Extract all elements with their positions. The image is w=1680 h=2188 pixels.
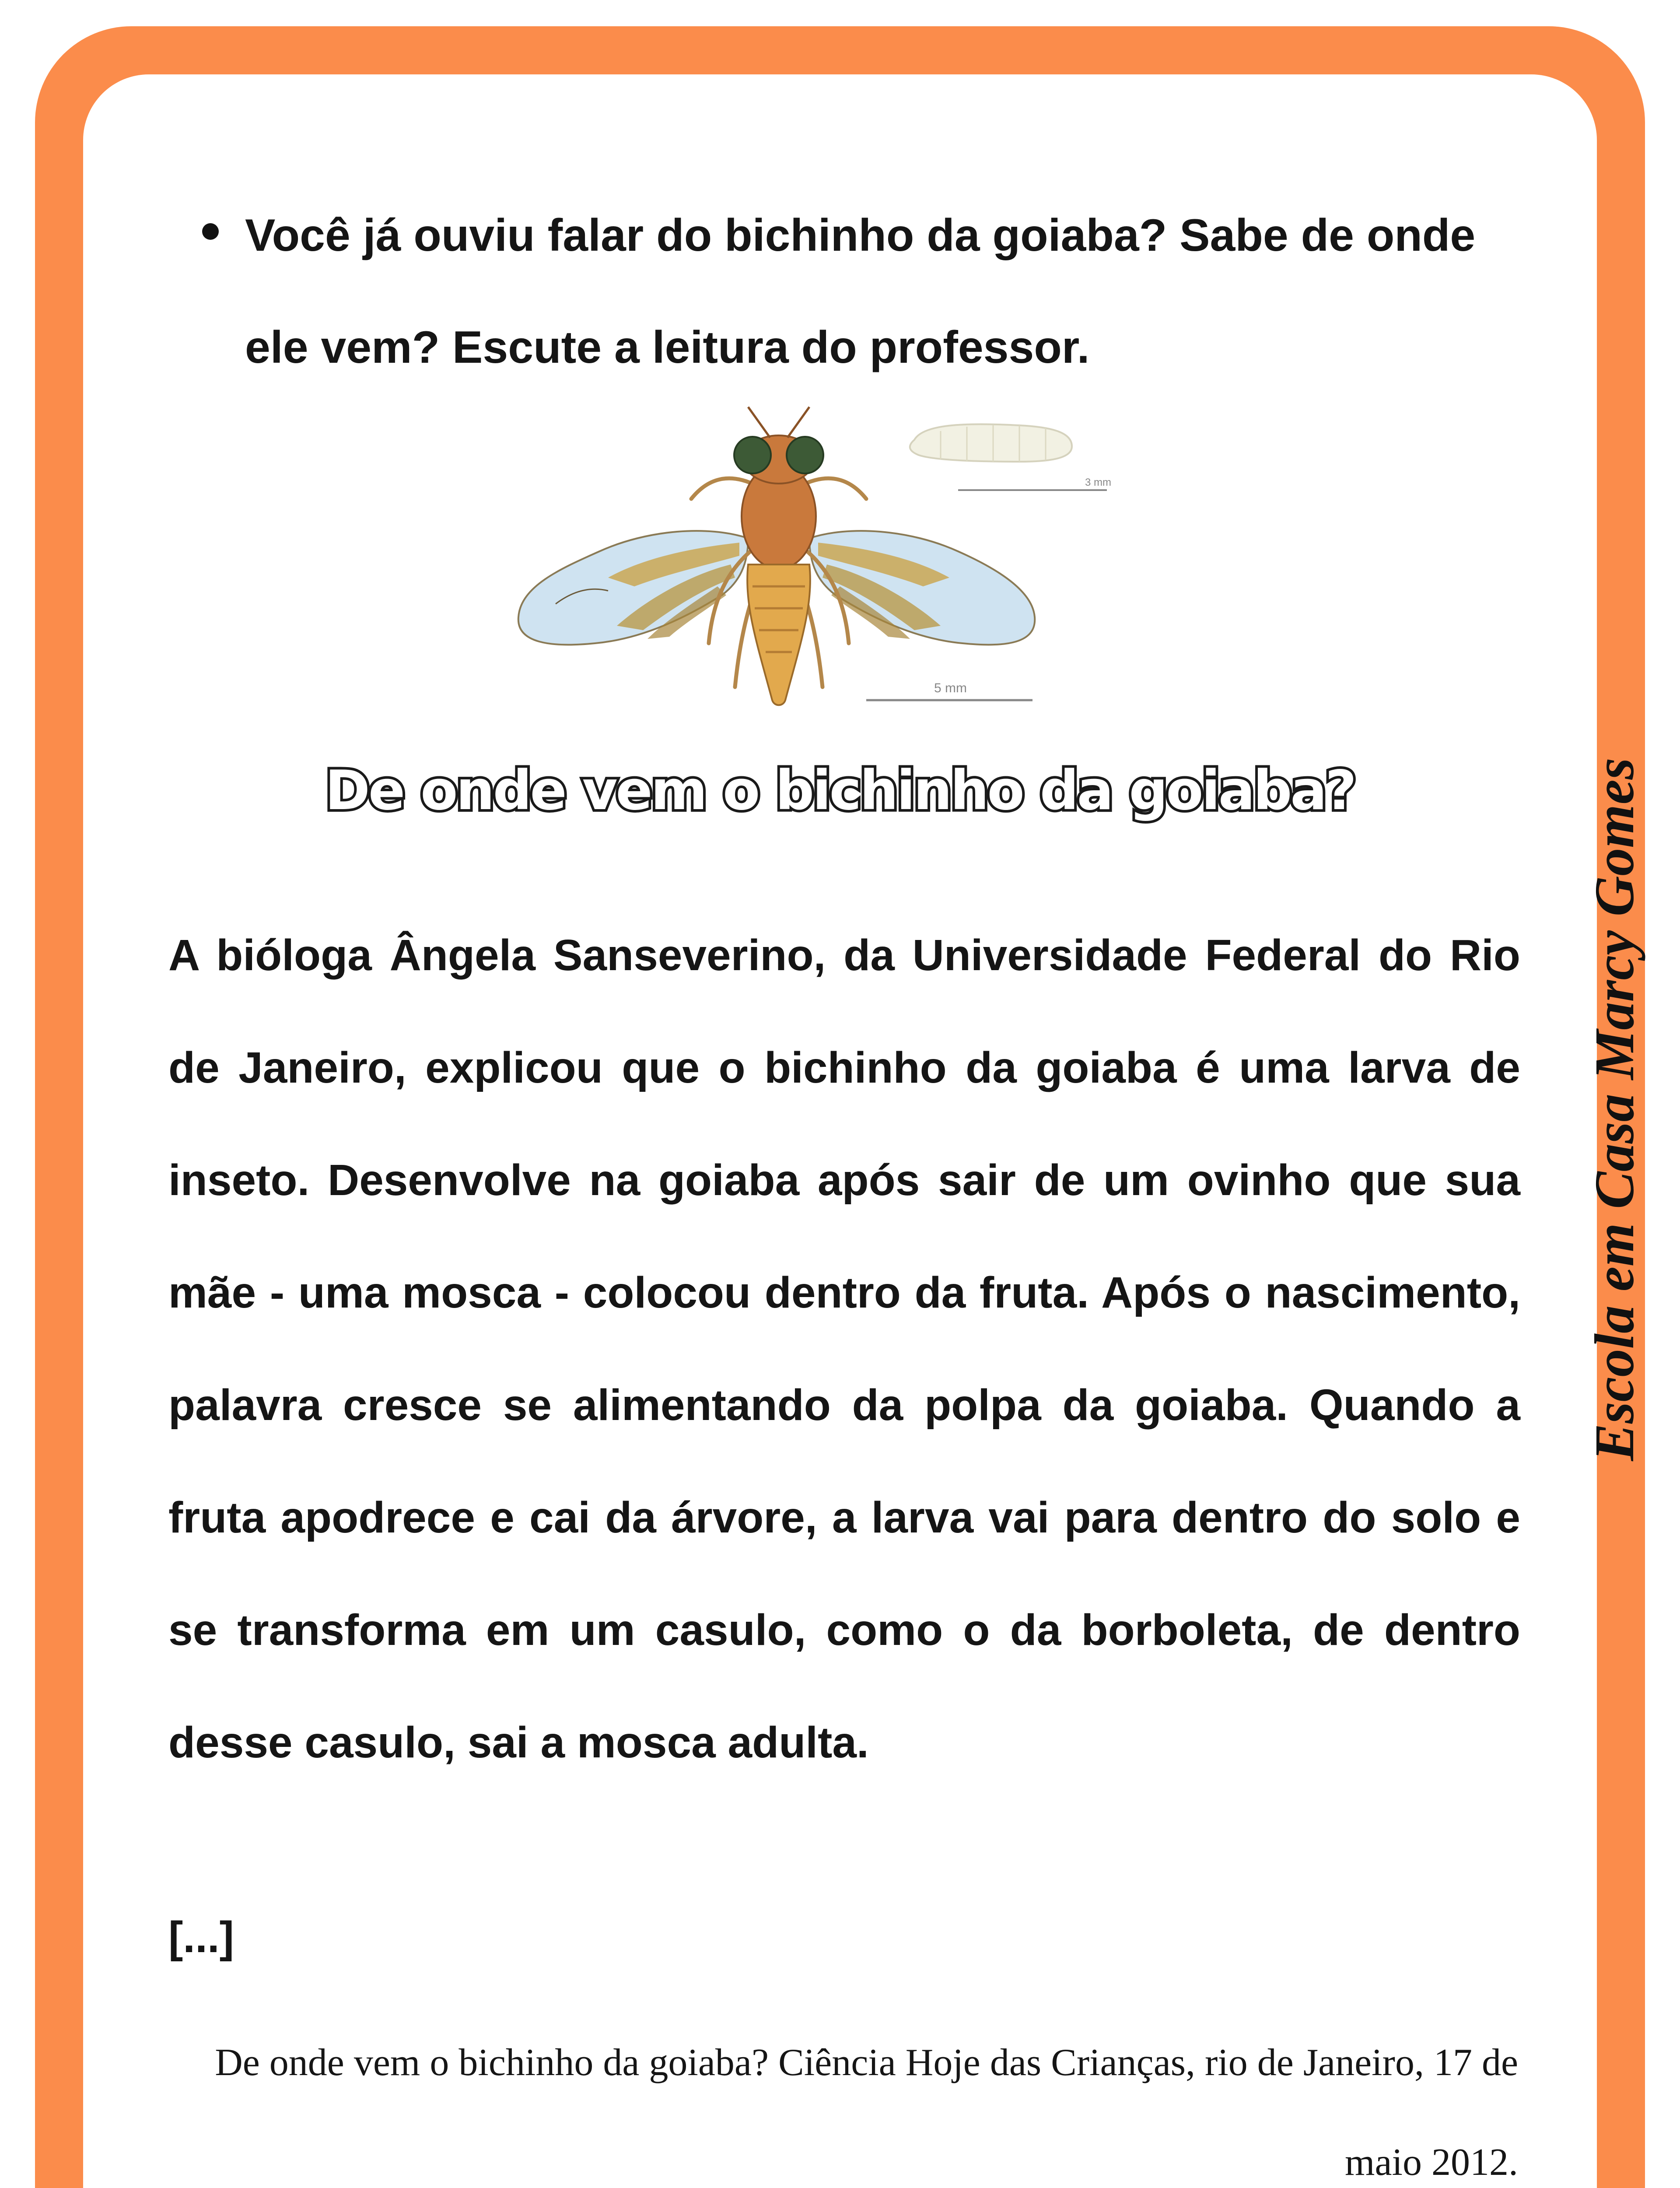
fly-left-wing xyxy=(518,531,748,645)
fly-left-eye xyxy=(734,437,771,473)
fly-right-wing xyxy=(809,531,1035,645)
bullet-dot xyxy=(202,223,219,240)
source-citation: De onde vem o bichinho da goiaba? Ciência Hoje das Crianças, rio de Janeiro, 17 de maio 2012. xyxy=(215,2041,1518,2184)
omission-mark: [...] xyxy=(168,1913,234,1962)
intro-question: Você já ouviu falar do bichinho da goiaba? Sabe de onde ele vem? Escute a leitura do professor. xyxy=(245,210,1476,373)
larva-scale-label: 3 mm xyxy=(1085,477,1111,488)
side-brand-label: Escola em Casa Marcy Gomes xyxy=(1583,757,1645,1461)
fly-scale-label: 5 mm xyxy=(934,681,967,695)
article-title: De onde vem o bichinho da goiaba? xyxy=(325,759,1355,822)
fly-right-eye xyxy=(787,437,823,473)
article-body: A bióloga Ângela Sanseverino, da Universidade Federal do Rio de Janeiro, explicou que o bichinho da goiaba é uma larva de inseto. Desenvolve na goiaba após sair de um ovinho que sua mãe - uma mosca - colocou dentro da fruta. Após o nascimento, palavra cresce se alimentando da polpa da goiaba. Quando a fruta apodrece e cai da árvore, a larva vai para dentro do solo e se transforma em um casulo, como o da borboleta, de dentro desse casulo, sai a mosca adulta. xyxy=(168,931,1520,1767)
fruit-fly-and-larva-illustration xyxy=(503,398,1186,731)
larva xyxy=(910,424,1072,462)
